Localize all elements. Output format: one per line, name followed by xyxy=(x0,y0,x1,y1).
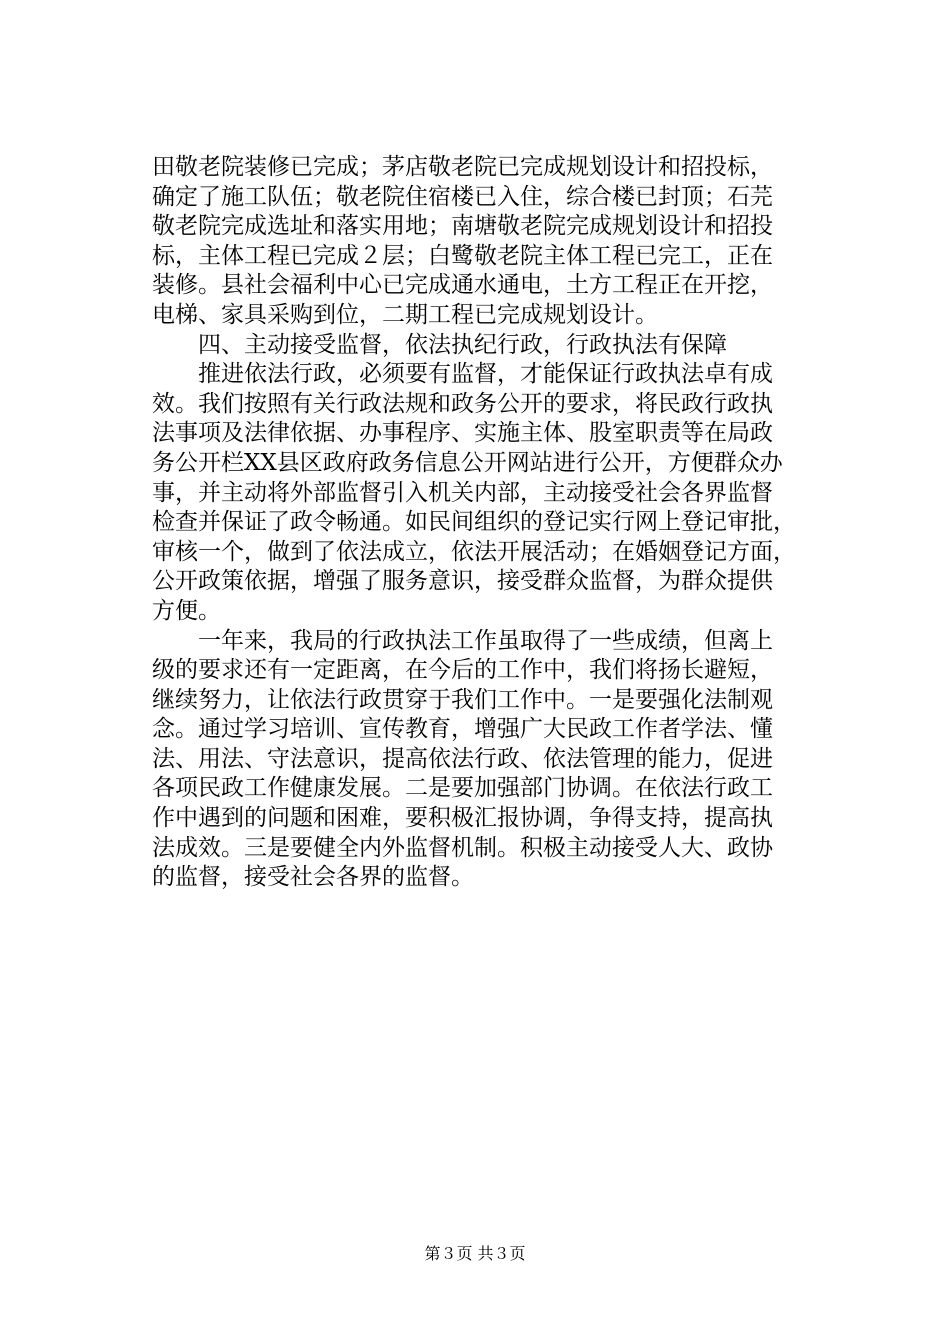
text-line: 确定了施工队伍；敬老院住宿楼已入住，综合楼已封顶；石芫 xyxy=(152,183,773,210)
page-number-footer: 第３页 共３页 xyxy=(424,1244,526,1263)
text-line: 敬老院完成选址和落实用地；南塘敬老院完成规划设计和招投 xyxy=(152,213,773,240)
text-line: 法、用法、守法意识，提高依法行政、依法管理的能力，促进 xyxy=(152,745,773,772)
document-body xyxy=(152,153,832,893)
text-line: 作中遇到的问题和困难，要积极汇报协调，争得支持，提高执 xyxy=(152,805,773,832)
text-line: 方便。 xyxy=(152,597,221,624)
text-line: 推进依法行政，必须要有监督，才能保证行政执法卓有成 xyxy=(152,361,773,388)
text-line: 各项民政工作健康发展。二是要加强部门协调。在依法行政工 xyxy=(152,775,773,802)
text-line: 电梯、家具采购到位，二期工程已完成规划设计。 xyxy=(152,301,658,328)
text-line: 继续努力，让依法行政贯穿于我们工作中。一是要强化法制观 xyxy=(152,686,773,713)
text-line: 一年来，我局的行政执法工作虽取得了一些成绩，但离上 xyxy=(152,627,773,654)
text-line: 务公开栏XX县区政府政务信息公开网站进行公开，方便群众办 xyxy=(152,449,783,476)
text-line: 检查并保证了政令畅通。如民间组织的登记实行网上登记审批， xyxy=(152,509,796,536)
text-line: 效。我们按照有关行政法规和政务公开的要求，将民政行政执 xyxy=(152,390,773,417)
text-line: 审核一个，做到了依法成立，依法开展活动；在婚姻登记方面， xyxy=(152,538,796,565)
text-line: 级的要求还有一定距离，在今后的工作中，我们将扬长避短， xyxy=(152,657,773,684)
text-line: 标，主体工程已完成２层；白鹭敬老院主体工程已完工，正在 xyxy=(152,242,773,269)
section-heading: 四、主动接受监督，依法执纪行政，行政执法有保障 xyxy=(152,331,727,358)
text-line: 法成效。三是要健全内外监督机制。积极主动接受人大、政协 xyxy=(152,834,773,861)
text-line: 事，并主动将外部监督引入机关内部，主动接受社会各界监督 xyxy=(152,479,773,506)
text-line: 田敬老院装修已完成；茅店敬老院已完成规划设计和招投标， xyxy=(152,154,773,180)
text-line: 的监督，接受社会各界的监督。 xyxy=(152,864,474,891)
text-line: 装修。县社会福利中心已完成通水通电，土方工程正在开挖， xyxy=(152,272,773,299)
text-line: 念。通过学习培训、宣传教育，增强广大民政工作者学法、懂 xyxy=(152,716,773,743)
text-line: 法事项及法律依据、办事程序、实施主体、股室职责等在局政 xyxy=(152,420,773,447)
text-line: 公开政策依据，增强了服务意识，接受群众监督，为群众提供 xyxy=(152,568,773,595)
